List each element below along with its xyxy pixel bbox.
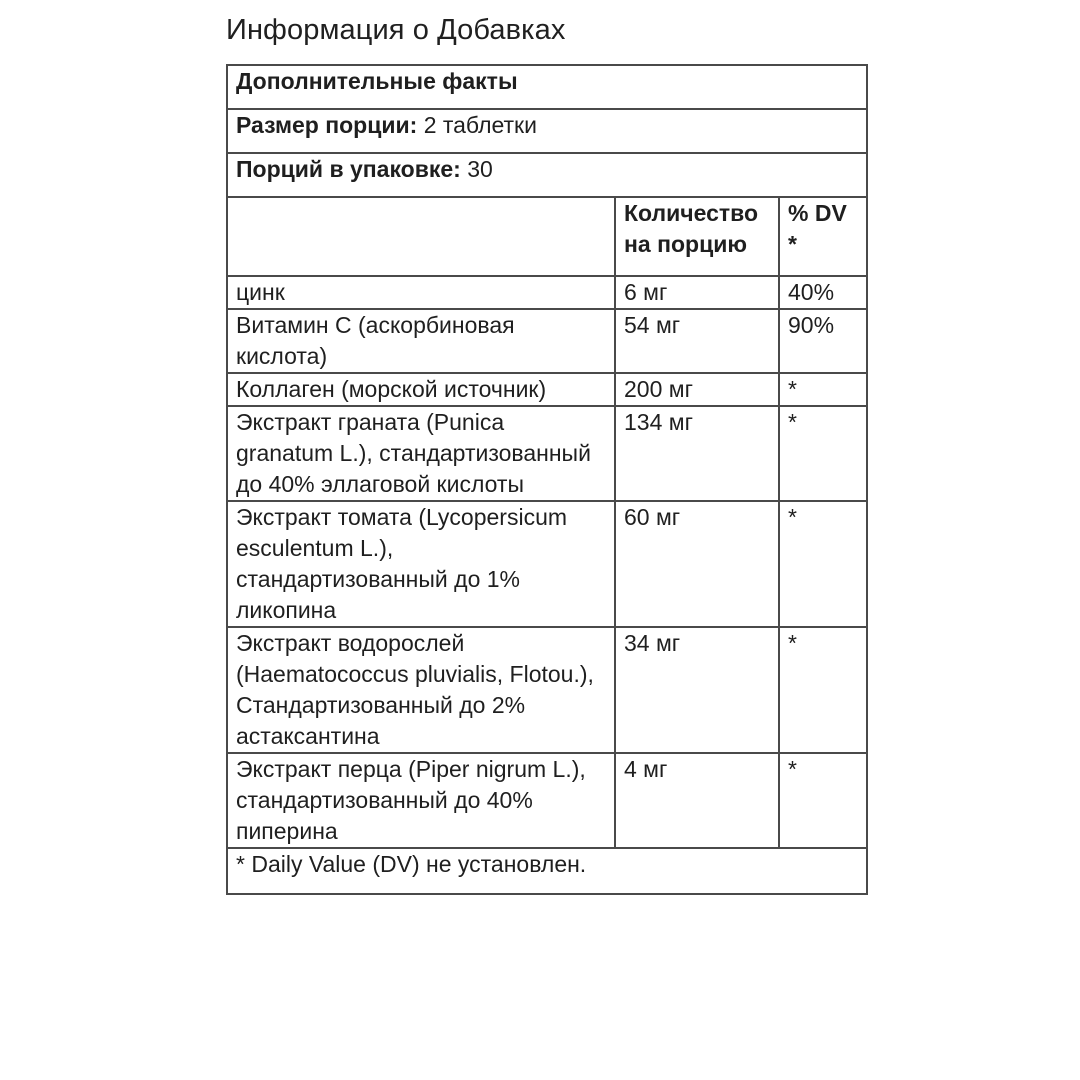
- serving-size-row: [227, 109, 867, 153]
- nutrient-dv: *: [779, 627, 867, 753]
- table-row: [227, 627, 867, 753]
- footnote-row: [227, 848, 867, 894]
- table-row: [227, 501, 867, 627]
- servings-per-container-row: [227, 153, 867, 197]
- table-row: [227, 406, 867, 501]
- nutrient-amount: 134 мг: [615, 406, 779, 501]
- nutrient-name: Экстракт водорослей (Haematococcus pluvialis, Flotou.), Стандартизованный до 2% астаксантина: [227, 627, 615, 753]
- nutrient-name: Витамин C (аскорбиновая кислота): [227, 309, 615, 373]
- table-row: [227, 276, 867, 309]
- nutrient-name: цинк: [227, 276, 615, 309]
- facts-heading: Дополнительные факты: [227, 65, 867, 109]
- column-header-name: [227, 197, 615, 276]
- column-header-amount: Количество на порцию: [615, 197, 779, 276]
- column-header-dv: % DV *: [779, 197, 867, 276]
- servings-label: Порций в упаковке:: [236, 156, 461, 182]
- nutrient-name: Коллаген (морской источник): [227, 373, 615, 406]
- nutrient-name: Экстракт граната (Punica granatum L.), стандартизованный до 40% эллаговой кислоты: [227, 406, 615, 501]
- nutrient-amount: 200 мг: [615, 373, 779, 406]
- nutrient-amount: 4 мг: [615, 753, 779, 848]
- nutrient-amount: 60 мг: [615, 501, 779, 627]
- serving-size: [227, 109, 867, 153]
- nutrient-amount: 6 мг: [615, 276, 779, 309]
- nutrient-amount: 54 мг: [615, 309, 779, 373]
- table-row: [227, 309, 867, 373]
- facts-heading-row: [227, 65, 867, 109]
- servings-value: 30: [467, 156, 493, 182]
- table-row: [227, 373, 867, 406]
- serving-size-value: 2 таблетки: [423, 112, 537, 138]
- nutrient-dv: 40%: [779, 276, 867, 309]
- page-title: Информация о Добавках: [226, 14, 566, 46]
- servings-per-container: [227, 153, 867, 197]
- table-row: [227, 753, 867, 848]
- nutrient-name: Экстракт томата (Lycopersicum esculentum L.), стандартизованный до 1% ликопина: [227, 501, 615, 627]
- nutrient-name: Экстракт перца (Piper nigrum L.), стандартизованный до 40% пиперина: [227, 753, 615, 848]
- nutrient-amount: 34 мг: [615, 627, 779, 753]
- supplement-facts-table: [226, 64, 868, 895]
- serving-size-label: Размер порции:: [236, 112, 418, 138]
- footnote: * Daily Value (DV) не установлен.: [227, 848, 867, 894]
- column-header-row: [227, 197, 867, 276]
- nutrient-dv: 90%: [779, 309, 867, 373]
- nutrient-dv: *: [779, 501, 867, 627]
- nutrient-dv: *: [779, 373, 867, 406]
- nutrient-dv: *: [779, 753, 867, 848]
- nutrient-dv: *: [779, 406, 867, 501]
